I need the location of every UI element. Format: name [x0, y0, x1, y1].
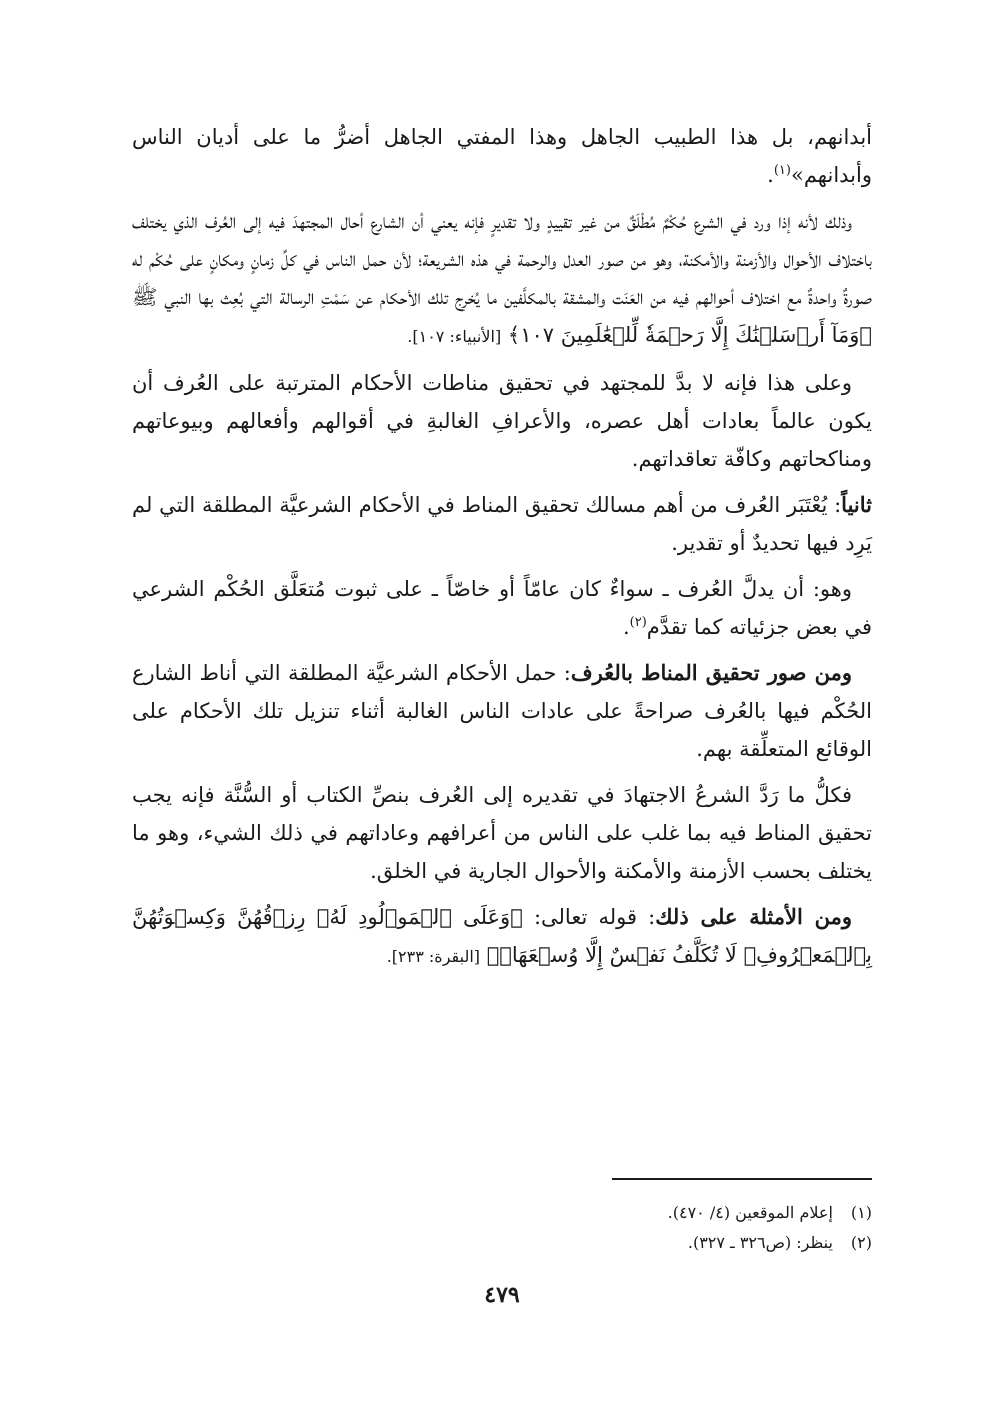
- paragraph-4-heading: ثانياً: [841, 492, 872, 517]
- quran-verse-baqara: ﴿وَعَلَى ٱلۡمَوۡلُودِ لَهُۥ رِزۡقُهُنَّ وَكِسۡوَتُهُنَّ بِٱلۡمَعۡرُوفِۚ لَا تُكَلَّفُ نَفۡسٌ إِلَّا وُسۡعَهَاۚ﴾: [132, 905, 872, 967]
- footnote-2-number: (٢): [850, 1233, 872, 1252]
- paragraph-8-heading: ومن الأمثلة على ذلك: [655, 904, 852, 929]
- paragraph-5-end: .: [622, 615, 630, 639]
- footnote-ref-1[interactable]: (١): [773, 163, 791, 178]
- paragraph-4-text: : يُعْتَبَر العُرف من أهم مسالك تحقيق المناط في الأحكام الشرعيَّة المطلقة التي لم يَرِد فيها تحديدٌ أو تقدير.: [132, 493, 872, 555]
- footnote-divider: [612, 1178, 872, 1180]
- footnote-2-text: ينظر: (ص٣٢٦ ـ ٣٢٧).: [687, 1233, 833, 1252]
- quran-citation-baqara: [البقرة: ٢٣٣].: [386, 947, 480, 966]
- paragraph-6-text: : حمل الأحكام الشرعيَّة المطلقة التي أناط الشارع الحُكْم فيها بالعُرف صراحةً على عادات الناس الغالبة أثناء تنزيل تلك الأحكام على الوقائع المتعلِّقة بهم.: [132, 661, 872, 761]
- paragraph-3: وعلى هذا فإنه لا بدَّ للمجتهد في تحقيق مناطات الأحكام المترتبة على العُرف أن يكون عالماً بعادات أهل عصره، والأعرافِ الغالبةِ في أقوالهم وأفعالهم وبيوعاتهم ومناكحاتهم وكافّة تعاقداتهم.: [132, 371, 872, 471]
- paragraph-4: [132, 486, 872, 562]
- quran-verse-anbiya: ﴿وَمَآ أَرۡسَلۡنَٰكَ إِلَّا رَحۡمَةٗ لِّلۡعَٰلَمِينَ ١٠٧﴾: [507, 323, 872, 347]
- footnote-2: [132, 1228, 872, 1258]
- paragraph-1: [132, 118, 872, 194]
- footnote-1: [132, 1198, 872, 1228]
- paragraph-6: [132, 654, 872, 768]
- paragraph-2: [132, 202, 872, 356]
- footnote-ref-2[interactable]: (٢): [629, 615, 647, 630]
- footnotes: [132, 1198, 872, 1258]
- paragraph-5: [132, 570, 872, 646]
- page-body: [132, 118, 872, 984]
- paragraph-1-end: .: [767, 163, 774, 187]
- paragraph-7: فكلُّ ما رَدَّ الشرعُ الاجتهادَ في تقديره إلى العُرف بنصِّ الكتاب أو السُّنَّة فإنه يجب تحقيق المناط فيه بما غلب على الناس من أعرافهم وعاداتهم في ذلك الشيء، وهو ما يختلف بحسب الأزمنة والأمكنة والأحوال الجارية في الخلق.: [132, 783, 872, 883]
- paragraph-8-text: : قوله تعالى:: [533, 905, 656, 929]
- paragraph-1-text: أبدانهم، بل هذا الطبيب الجاهل وهذا المفتي الجاهل أضرُّ ما على أديان الناس وأبدانهم»: [132, 125, 872, 187]
- paragraph-8: [132, 898, 872, 976]
- quran-citation-anbiya: [الأنبياء: ١٠٧].: [407, 327, 502, 346]
- footnote-1-number: (١): [850, 1203, 872, 1222]
- paragraph-2-text: وذلك لأنه إذا ورد في الشرع حُكْمٌ مُطْلَقٌ من غير تقييدٍ ولا تقديرٍ فإنه يعني أن الشارع أحال المجتهدَ فيه إلى العُرف الذي يختلف باختلاف الأحوال والأزمنة والأمكنة، وهو من صور العدل والرحمة في هذه الشريعة؛ لأن حمل الناس في كلِّ زمانٍ ومكانٍ على حُكْم له صورةٌ واحدةٌ مع اختلاف أحوالهم فيه من العَنَت والمشقة بالمكلَّفين ما يُخرِج تلك الأحكام عن سَمْتِ الرسالة التي بُعِث بها النبي ﷺ: [132, 209, 872, 309]
- paragraph-6-heading: ومن صور تحقيق المناط بالعُرف: [570, 660, 852, 685]
- page-number: ٤٧٩: [484, 1282, 520, 1308]
- paragraph-5-text: وهو: أن يدلَّ العُرف ـ سواءٌ كان عامّاً أو خاصّاً ـ على ثبوت مُتعَلَّق الحُكْم الشرعي في بعض جزئياته كما تقدَّم: [132, 577, 872, 639]
- footnote-1-text: إعلام الموقعين (٤/ ٤٧٠).: [667, 1203, 833, 1222]
